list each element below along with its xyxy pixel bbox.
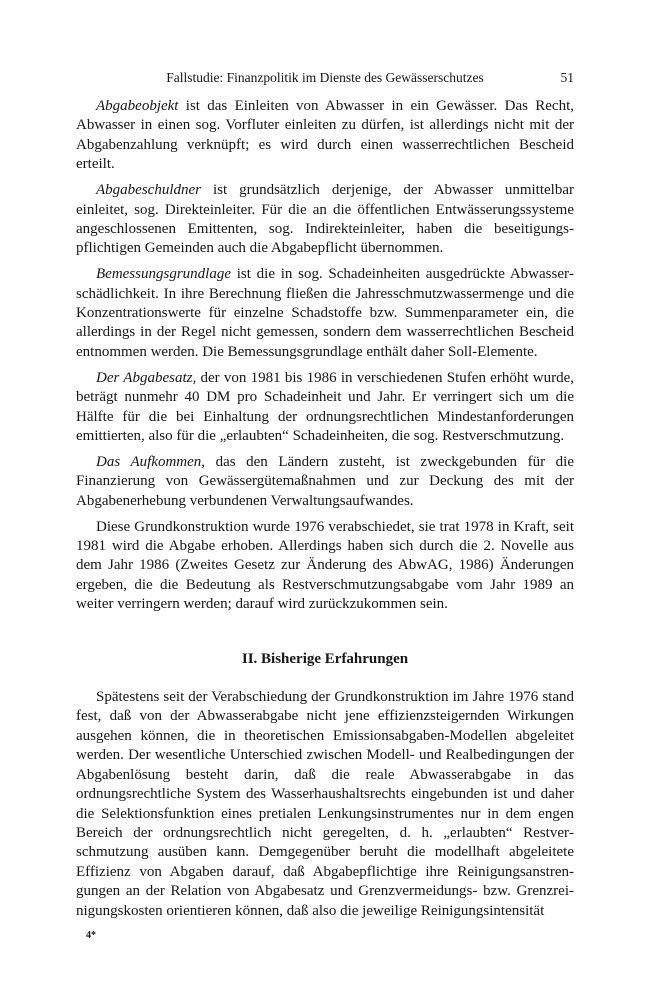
paragraph-text: Spätestens seit der Verabschiedung der Grundkonstruktion im Jahre 1976 stand fest, daß von der Abwasserabgabe nicht jene effizienzsteigernden Wirkungen ausgehen können, die in theoretischen Emissionsabgaben-Modellen abgeleitet werden. Der wesentliche Unterschied zwischen Modell- und Realbedingungen der Abgabenlösung besteht darin, daß die reale Abwasserabgabe in das ordnungsrechtliche System des Wasserhaushaltsrechts eingebunden ist und daher die Selektionsfunktion eines pretialen Lenkungsinstrumentes nur in dem engen Bereich der ordnungsrechtlich nicht geregelten, d. h. „erlaubten“ Restverschmutzung ausüben kann. Demgegenüber beruht die modellhaft abgeleitete Effizienz von Abgaben darauf, daß Abgabepflichtige ihre Reinigungsanstrengungen an der Relation von Abgabesatz und Grenzvermeidungs- bzw. Grenzreinigungskosten orientieren können, daß also die jeweilige Reinigungsintensität [76,689,574,919]
paragraph-text: Diese Grundkonstruktion wurde 1976 verabschiedet, sie trat 1978 in Kraft, seit 1981 wird die Abgabe erhoben. Allerdings haben sich durch die 2. Novelle aus dem Jahr 1986 (Zweites Gesetz zur Änderung des AbwAG, 1986) Änderungen ergeben, die die Bedeutung als Restverschmutzungsabgabe vom Jahr 1989 an weiter verringern werden; darauf wird zurückzukommen sein. [76,518,574,613]
paragraph-aufkommen [76,453,574,511]
signature-mark: 4* [86,930,96,941]
paragraph-text: ist grundsätzlich derjenige, der Abwasser unmittelbar einleitet, sog. Direkteinleiter. Für die an die öffentlichen Entwässerungssysteme angeschlossenen Emittenten, sog. Indirekteinleiter, haben die beseitigungspflichtigen Gemeinden auch die Abgabepflicht übernommen. [76,182,574,257]
running-header [76,68,574,88]
paragraph-grundkonstruktion [76,518,574,615]
term-abgabeschuldner: Abgabeschuldner [96,182,201,199]
paragraph-text: der von 1981 bis 1986 in verschiedenen Stufen erhöht wurde, beträgt nunmehr 40 DM pro Schadeinheit und Jahr. Er verringert sich um die Hälfte für die bei Einhaltung der ordnungsrechtlichen Mindestanforderungen emittierten, also für die „erlaubten“ Schadeinheiten, die sog. Restverschmutzung. [76,369,574,444]
term-abgabeobjekt: Abgabeobjekt [96,98,179,114]
section-heading: II. Bisherige Erfahrungen [241,650,409,667]
paragraph-text: ist die in sog. Schadeinheiten ausgedrückte Abwasserschädlichkeit. In ihre Berechnung fließen die Jahresschmutzwassermenge und die Konzentrationswerte für einzelne Schadstoffe bzw. Summenparameter ein, die allerdings in der Regel nicht gemessen, sondern dem wasserrechtlichen Bescheid entnommen werden. Die Bemessungsgrundlage enthält daher Soll-Elemente. [76,266,574,360]
paragraph-text: ist das Einleiten von Abwasser in ein Gewässer. Das Recht, Abwasser in einen sog. Vorfluter einleiten zu dürfen, ist allerdings nicht mit der Abgabenzahlung verknüpft; es wird durch einen wasserrechtlichen Bescheid erteilt. [76,98,574,173]
page-number: 51 [560,70,574,85]
paragraph-abgabeschuldner [76,181,574,259]
paragraph-abgabesatz [76,369,574,447]
term-bemessungsgrundlage: Bemessungsgrundlage [96,266,231,283]
paragraph-text: das den Ländern zusteht, ist zweckgebunden für die Finanzierung von Gewässergütemaßnahmen und zur Deckung des mit der Abgabenerhebung verbundenen Verwaltungsaufwandes. [76,453,574,509]
paragraph-bemessungsgrundlage [76,265,574,362]
term-abgabesatz: Der Abgabesatz, [96,369,197,386]
paragraph-abgabeobjekt [76,97,574,175]
paragraph-erfahrungen [76,688,574,921]
running-title: Fallstudie: Finanzpolitik im Dienste des Gewässerschutzes [166,70,484,85]
term-aufkommen: Das Aufkommen, [96,453,206,470]
body-text [76,97,574,927]
